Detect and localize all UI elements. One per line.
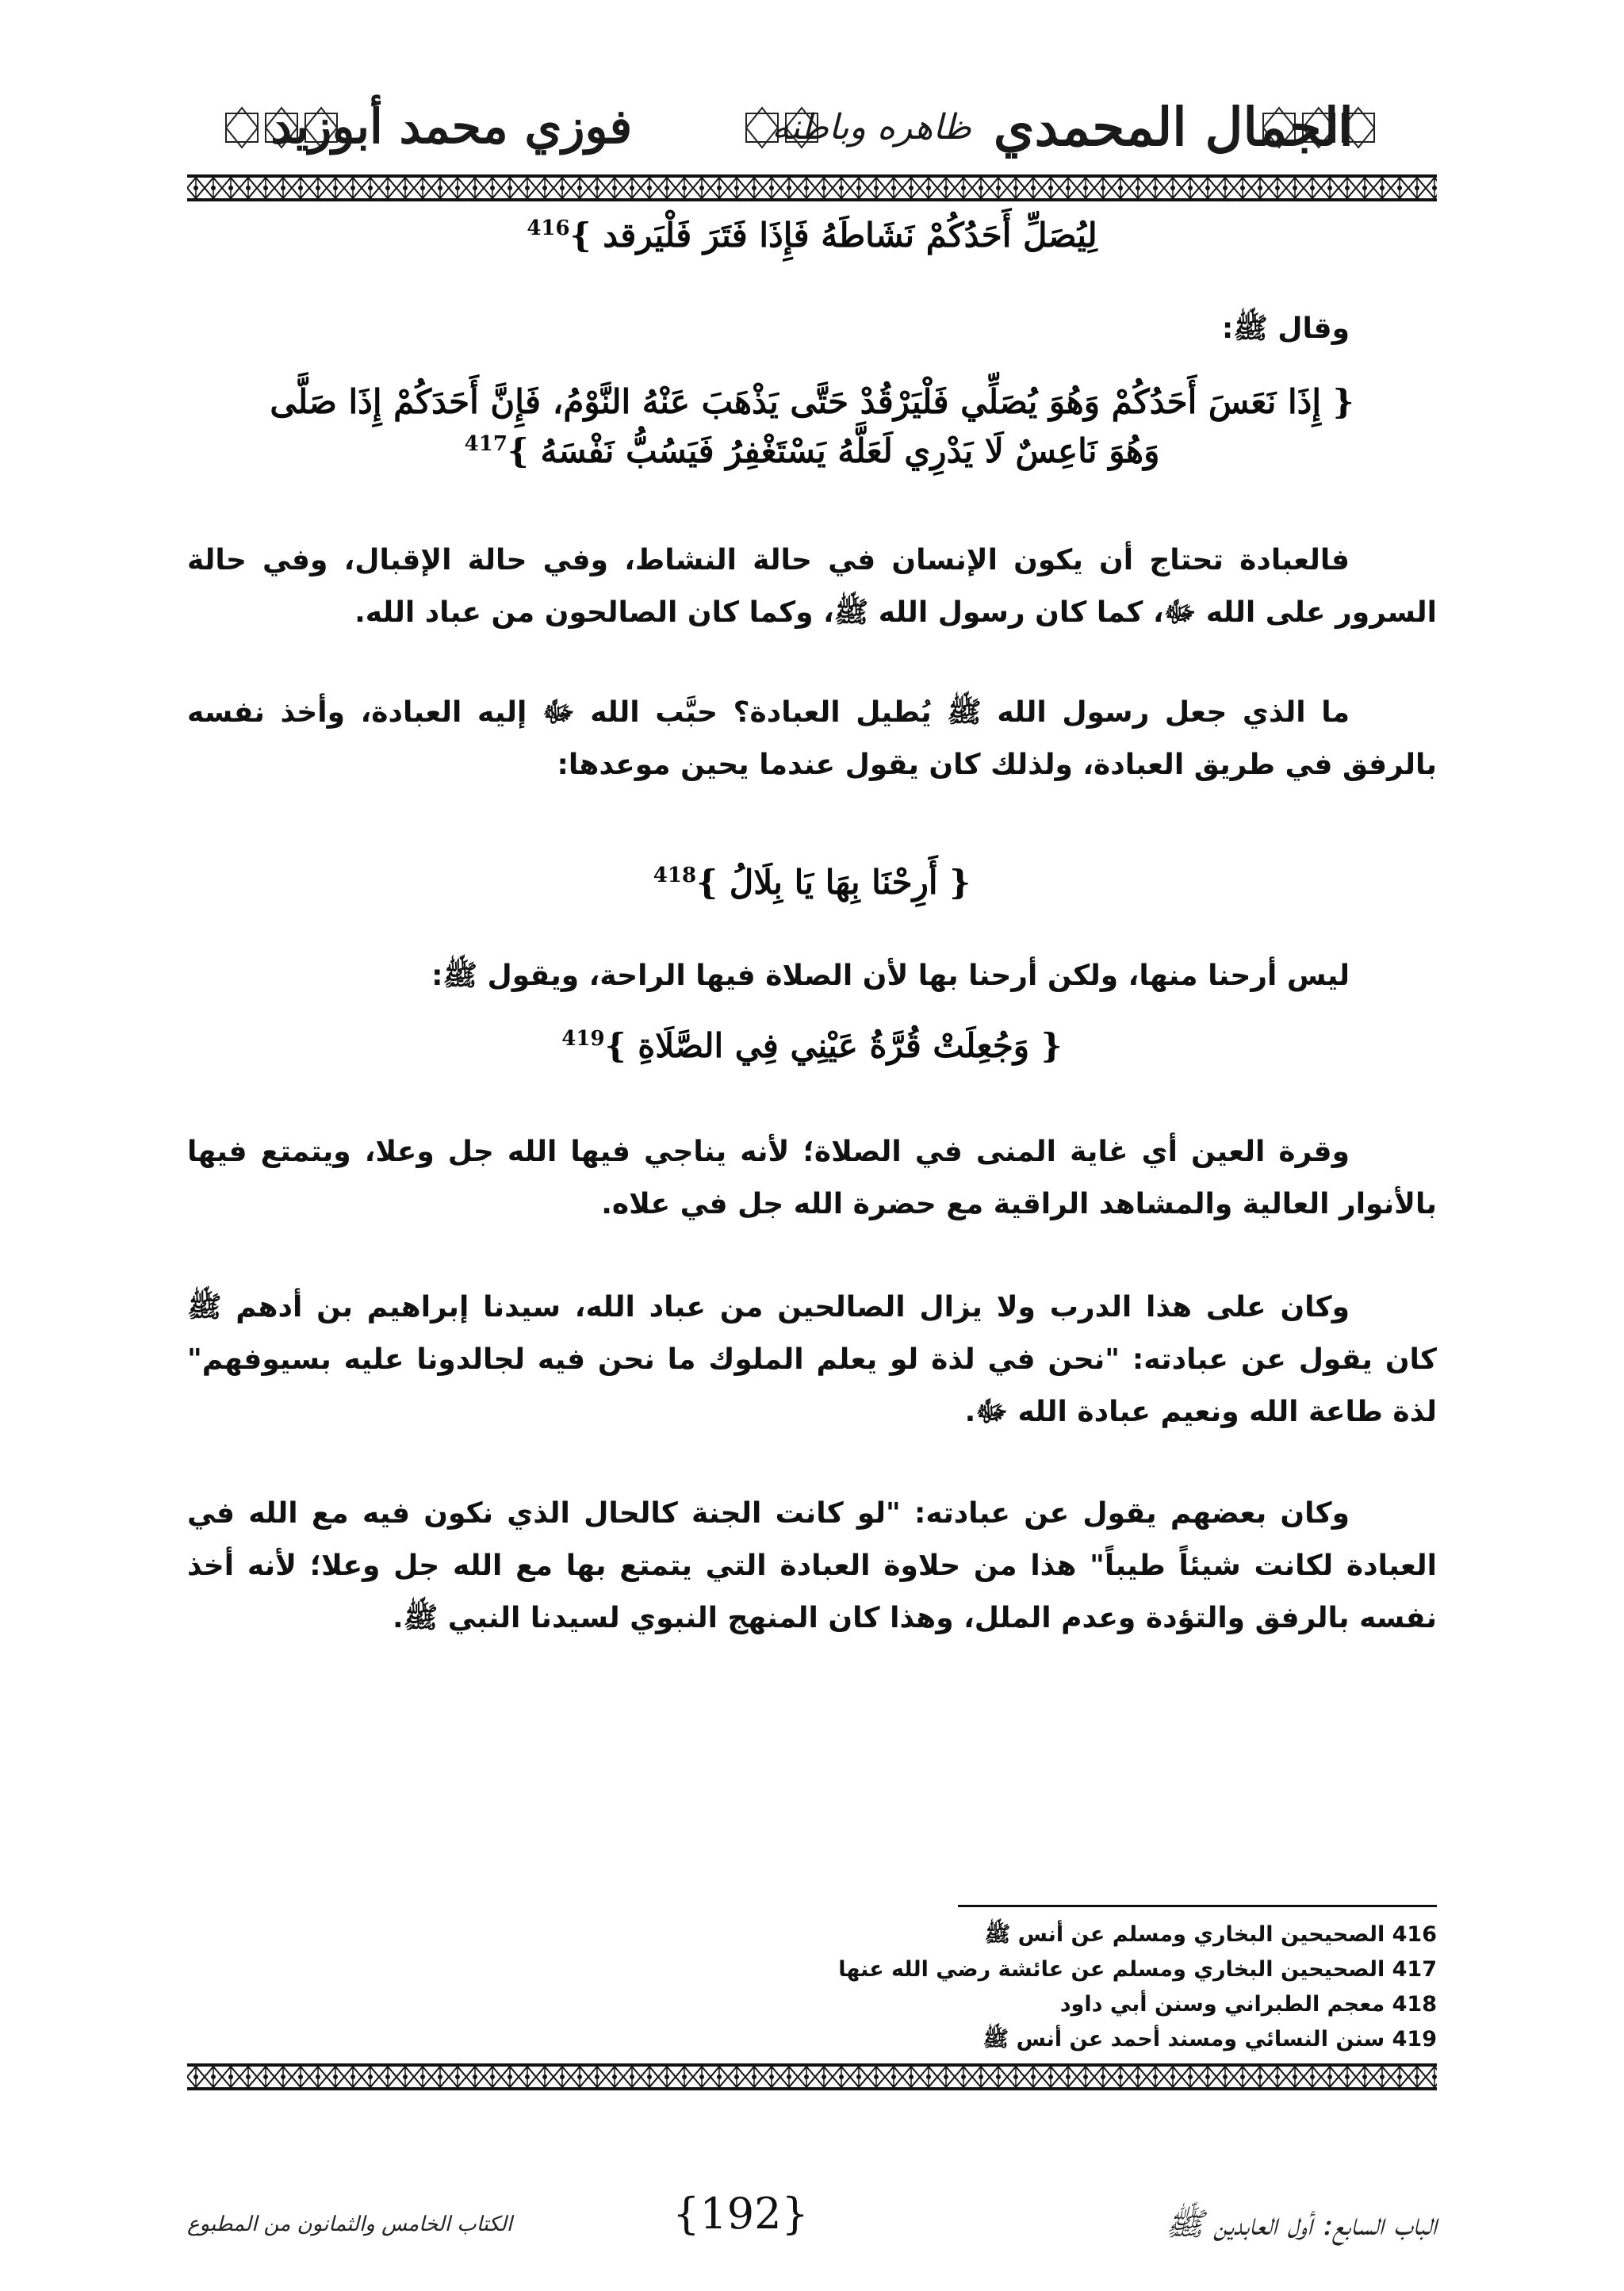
book-subtitle: ظاهره وباطنه	[772, 106, 971, 147]
footnote-ref[interactable]: 418	[653, 864, 697, 887]
author-name: فوزي محمد أبوزيد	[270, 99, 633, 155]
page-header	[214, 83, 1410, 170]
hadith-text: لِيُصَلِّ أَحَدُكُمْ نَشَاطَهُ فَإِذَا فَتَرَ فَلْيَرقد }	[569, 216, 1097, 255]
footnote-417: 417 الصحيحين البخاري ومسلم عن عائشة رضي الله عنها	[838, 1957, 1437, 1982]
chapter-title: الباب السابع: أول العابدين ﷺ	[1165, 2206, 1437, 2243]
hadith-text: { وَجُعِلَتْ قُرَّةُ عَيْنِي فِي الصَّلَاةِ }	[604, 1026, 1063, 1065]
footnote-416: 416 الصحيحين البخاري ومسلم عن أنس ﷺ	[984, 1922, 1437, 1947]
hadith-417-line-2	[187, 427, 1437, 476]
footnote-418: 418 معجم الطبراني وسنن أبي داود	[1059, 1992, 1437, 2017]
hadith-text: وَهُوَ نَاعِسٌ لَا يَدْرِي لَعَلَّهُ يَسْتَغْفِرُ فَيَسُبُّ نَفْسَهُ }	[507, 431, 1160, 470]
hadith-419	[187, 1021, 1437, 1071]
running-header	[214, 83, 1410, 170]
footnote-ref[interactable]: 416	[527, 216, 570, 240]
footnote-ref[interactable]: 417	[464, 432, 508, 456]
paragraph-2: ما الذي جعل رسول الله ﷺ يُطيل العبادة؟ حبَّب الله ﷻ إليه العبادة، وأخذ نفسه بالرفق في طريق العبادة، ولذلك كان يقول عندما يحين موعدها:	[187, 696, 1437, 781]
paragraph-5: وكان على هذا الدرب ولا يزال الصالحين من عباد الله، سيدنا إبراهيم بن أدهم ﷺ كان يقول عن عبادته: "نحن في لذة لو يعلم الملوك ما نحن فيه لجالدونا عليه بسيوفهم" لذة طاعة الله ونعيم عبادة الله ﷻ.	[187, 1291, 1437, 1428]
footnote-ref[interactable]: 419	[561, 1027, 605, 1051]
edition-note: الكتاب الخامس والثمانون من المطبوع	[187, 2212, 513, 2236]
page-number: {192}	[672, 2189, 809, 2239]
top-ornamental-border	[187, 174, 1437, 201]
hadith-417-line-1: { إِذَا نَعَسَ أَحَدُكُمْ وَهُوَ يُصَلِّي فَلْيَرْقُدْ حَتَّى يَذْهَبَ عَنْهُ النَّوْمُ، فَإِنَّ أَحَدَكُمْ إِذَا صَلَّى	[270, 382, 1354, 421]
footnote-419: 419 سنن النسائي ومسند أحمد عن أنس ﷺ	[982, 2027, 1437, 2052]
intro-417: وقال ﷺ:	[1221, 312, 1350, 345]
hadith-418	[187, 858, 1437, 907]
hadith-416	[187, 211, 1437, 260]
paragraph-4: وقرة العين أي غاية المنى في الصلاة؛ لأنه يناجي فيها الله جل وعلا، ويتمتع فيها بالأنوار العالية والمشاهد الراقية مع حضرة الله جل في علاه.	[187, 1136, 1437, 1220]
footnote-separator	[958, 1905, 1437, 1907]
hadith-text: { أَرِحْنَا بِهَا يَا بِلَالُ }	[696, 863, 971, 902]
bottom-ornamental-border	[187, 2063, 1437, 2090]
book-title: الجمال المحمدي	[993, 96, 1354, 158]
paragraph-3: ليس أرحنا منها، ولكن أرحنا بها لأن الصلاة فيها الراحة، ويقول ﷺ:	[431, 960, 1350, 992]
paragraph-1: فالعبادة تحتاج أن يكون الإنسان في حالة النشاط، وفي حالة الإقبال، وفي حالة السرور على الله ﷻ، كما كان رسول الله ﷺ، وكما كان الصالحون من عباد الله.	[187, 544, 1437, 629]
paragraph-6: وكان بعضهم يقول عن عبادته: "لو كانت الجنة كالحال الذي نكون فيه مع الله في العبادة لكانت شيئاً طيباً" هذا من حلاوة العبادة التي يتمتع بها مع الله جل وعلا؛ لأنه أخذ نفسه بالرفق والتؤدة وعدم الملل، وهذا كان المنهج النبوي لسيدنا النبي ﷺ.	[187, 1497, 1437, 1634]
